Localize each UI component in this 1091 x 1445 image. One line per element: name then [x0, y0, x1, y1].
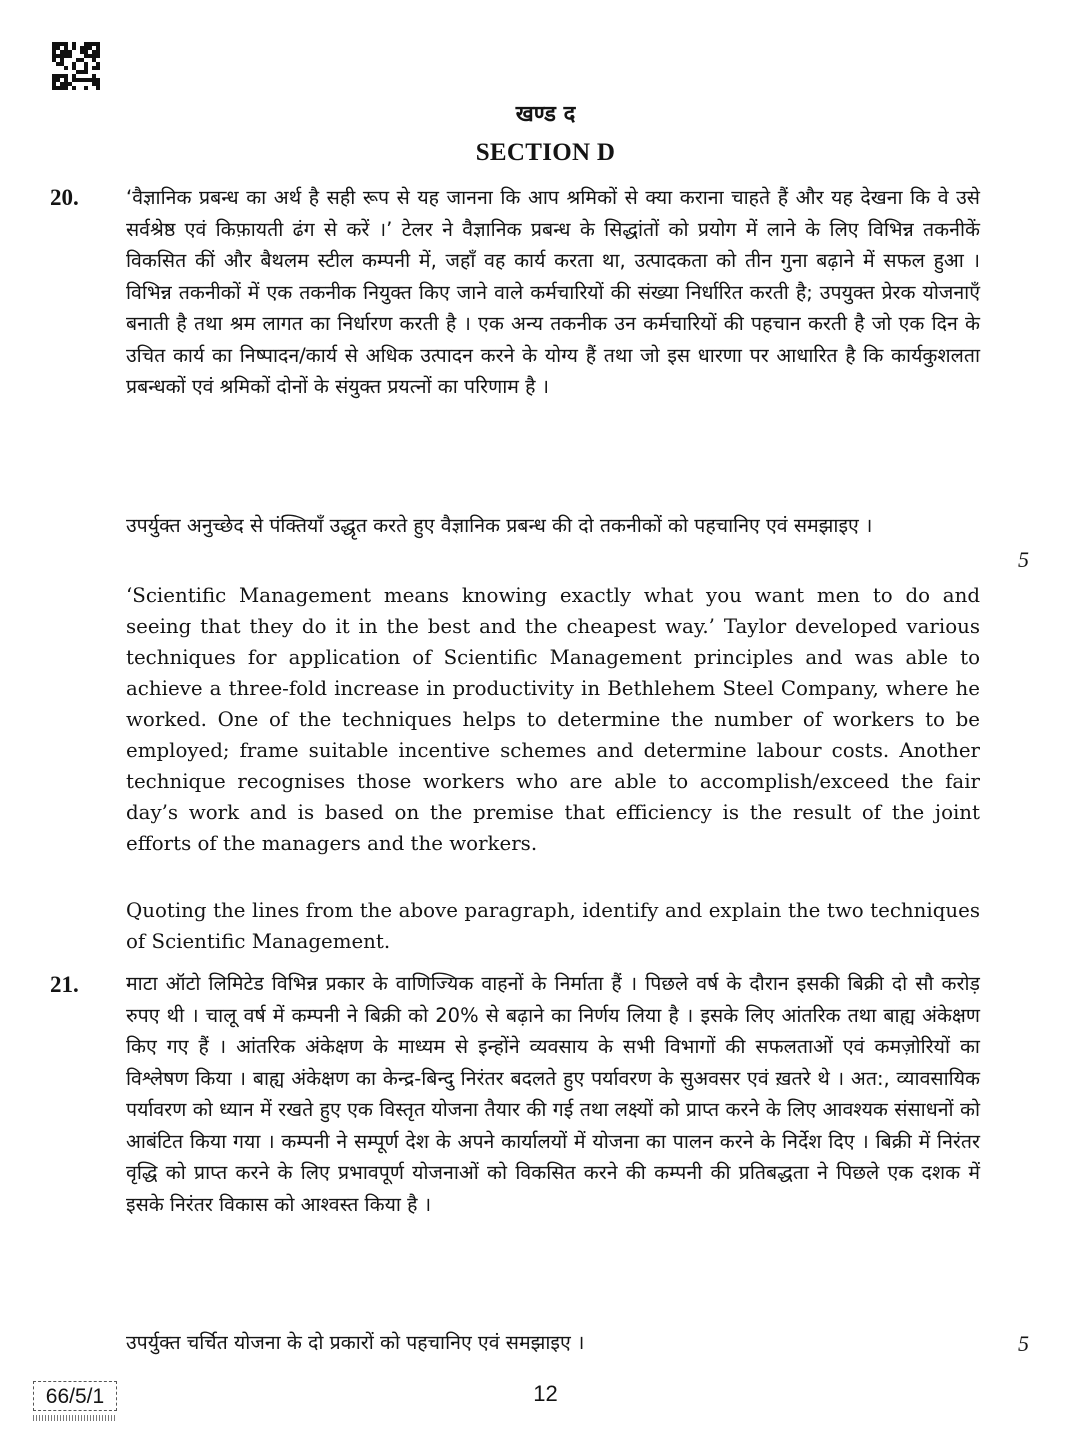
section-heading-hindi: खण्ड द [515, 101, 576, 127]
question-20-hindi-passage: ‘वैज्ञानिक प्रबन्ध का अर्थ है सही रूप से यह जानना कि आप श्रमिकों से क्या कराना चाहते हैं और यह देखना कि वे उसे सर्वश्रेष्ठ एवं किफ़ायती ढंग से करें ।’ टेलर ने वैज्ञानिक प्रबन्ध के सिद्धांतों को प्रयोग में लाने के लिए विभिन्न तकनीकें विकसित कीं और बैथलम स्टील कम्पनी में, जहाँ वह कार्य करता था, उत्पादकता को तीन गुना बढ़ाने में सफल हुआ । विभिन्न तकनीकों में एक तकनीक नियुक्त किए जाने वाले कर्मचारियों की संख्या निर्धारित करती है; उपयुक्त प्रेरक योजनाएँ बनाती है तथा श्रम लागत का निर्धारण करती है । एक अन्य तकनीक उन कर्मचारियों की पहचान करती है जो एक दिन के उचित कार्य का निष्पादन/कार्य से अधिक उत्पादन करने के योग्य हैं तथा जो इस धारणा पर आधारित है कि कार्यकुशलता प्रबन्धकों एवं श्रमिकों दोनों के संयुक्त प्रयत्नों का परिणाम है । [126, 186, 980, 398]
paper-code-barcode [33, 1415, 117, 1421]
question-21-hindi-passage: माटा ऑटो लिमिटेड विभिन्न प्रकार के वाणिज्यिक वाहनों के निर्माता हैं । पिछले वर्ष के दौरान इसकी बिक्री दो सौ करोड़ रुपए थी । चालू वर्ष में कम्पनी ने बिक्री को 20% से बढ़ाने का निर्णय लिया है । इसके लिए आंतरिक तथा बाह्य अंकेक्षण किए गए हैं । आंतरिक अंकेक्षण के माध्यम से इन्होंने व्यवसाय के सभी विभागों की सफलताओं एवं कमज़ोरियों का विश्लेषण किया । बाह्य अंकेक्षण का केन्द्र-बिन्दु निरंतर बदलते हुए पर्यावरण के सुअवसर एवं ख़तरे थे । अत:, व्यावसायिक पर्यावरण को ध्यान में रखते हुए एक विस्तृत योजना तैयार की गई तथा लक्ष्यों को प्राप्त करने के लिए आवश्यक संसाधनों को आबंटित किया गया । कम्पनी ने सम्पूर्ण देश के अपने कार्यालयों में योजना का पालन करने के निर्देश दिए । बिक्री में निरंतर वृद्धि को प्राप्त करने के लिए प्रभावपूर्ण योजनाओं को विकसित करने की कम्पनी की प्रतिबद्धता ने पिछले एक दशक में इसके निरंतर विकास को आश्वस्त किया है । [126, 972, 980, 1216]
section-heading-english: SECTION D [475, 139, 616, 166]
qr-code [52, 42, 100, 90]
question-20-marks: 5 [1018, 547, 1029, 572]
question-number: 20. [50, 185, 79, 210]
question-number: 21. [50, 972, 79, 997]
question-21-marks: 5 [1018, 1331, 1029, 1356]
question-20-english-passage: ‘Scientific Management means knowing exactly what you want men to do and seeing that they do it in the best and the cheapest way.’ Taylor developed various techniques for application of Scientific Management principles and was able to achieve a three-fold increase in productivity in Bethlehem Steel Company, where he worked. One of the techniques helps to determine the number of workers to be employed; frame suitable incentive schemes and determine labour costs. Another technique recognises those workers who are able to accomplish/exceed the fair day’s work and is based on the premise that efficiency is the result of the joint efforts of the managers and the workers. [126, 584, 980, 855]
question-21-hindi-question: उपर्युक्त चर्चित योजना के दो प्रकारों को पहचानिए एवं समझाइए । [126, 1331, 585, 1354]
question-20-hindi-question: उपर्युक्त अनुच्छेद से पंक्तियाँ उद्धृत करते हुए वैज्ञानिक प्रबन्ध की दो तकनीकों को पहचानिए एवं समझाइए । [126, 514, 873, 537]
page-number: 12 [533, 1381, 558, 1406]
question-20-english-question: Quoting the lines from the above paragraph, identify and explain the two techniques of Scientific Management. [126, 899, 980, 953]
paper-code: 66/5/1 [33, 1381, 117, 1411]
